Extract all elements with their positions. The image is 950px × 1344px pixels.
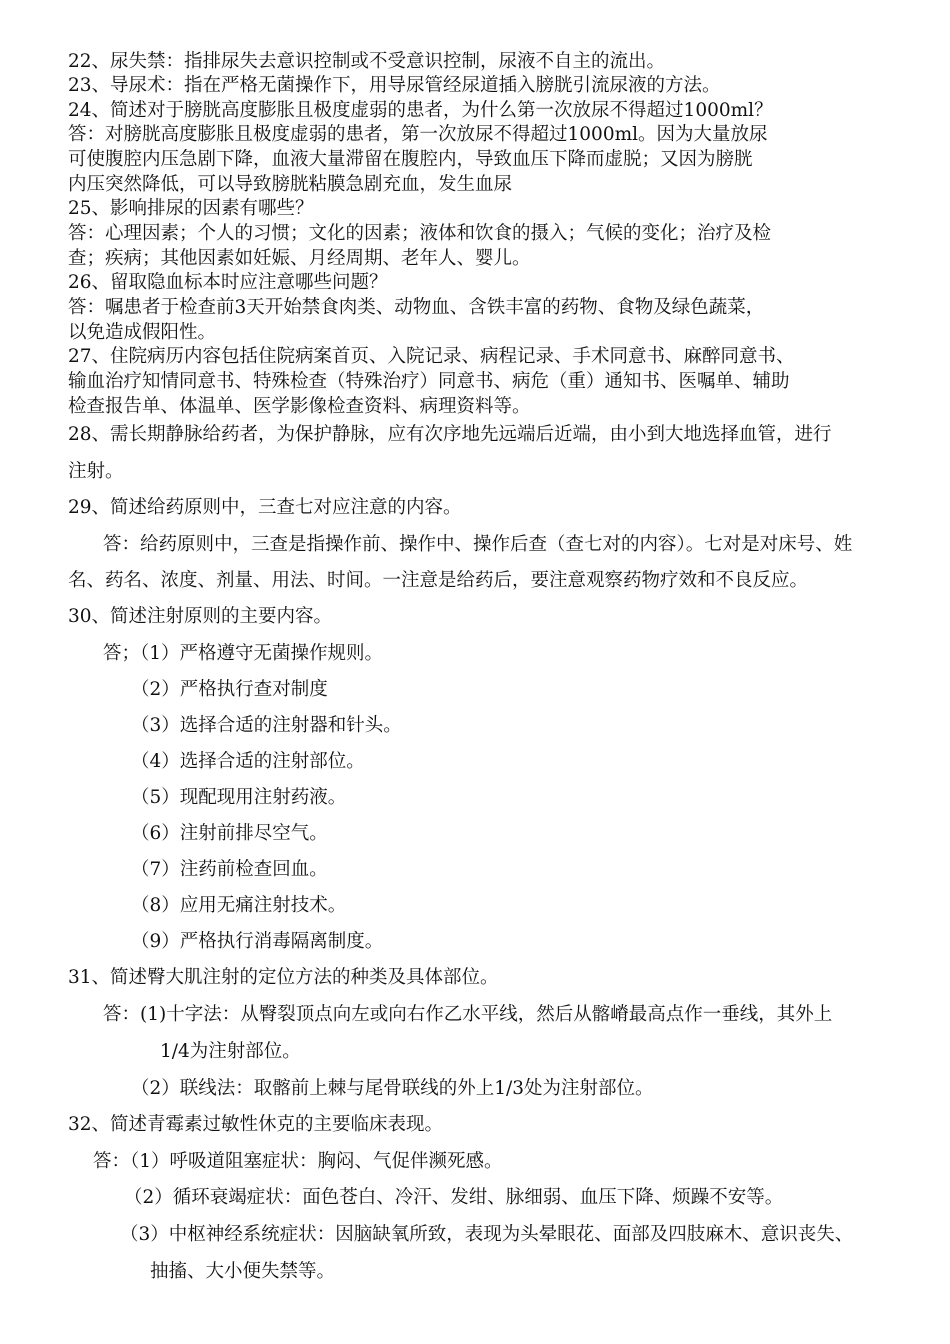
text-line: 1/4为注射部位。 (160, 1041, 301, 1062)
text-line: 以免造成假阳性。 (68, 322, 217, 343)
text-line: 答：心理因素；个人的习惯；文化的因素；液体和饮食的摄入；气候的变化；治疗及检 (68, 223, 772, 244)
text-line: 26、留取隐血标本时应注意哪些问题？ (68, 272, 388, 293)
text-line: 24、简述对于膀胱高度膨胀且极度虚弱的患者，为什么第一次放尿不得超过1000ml？ (68, 100, 773, 121)
text-line: （3）中枢神经系统症状：因脑缺氧所致，表现为头晕眼花、面部及四肢麻木、意识丧失、 (120, 1224, 854, 1245)
text-line: 25、影响排尿的因素有哪些？ (68, 198, 314, 219)
text-line: 名、药名、浓度、剂量、用法、时间。一注意是给药后，要注意观察药物疗效和不良反应。 (68, 570, 809, 591)
text-line: 查；疾病；其他因素如妊娠、月经周期、老年人、婴儿。 (68, 248, 531, 269)
text-line: 30、简述注射原则的主要内容。 (68, 606, 333, 627)
text-line: （8）应用无痛注射技术。 (131, 895, 347, 916)
text-line: 答；（1）严格遵守无菌操作规则。 (103, 643, 384, 664)
text-line: （4）选择合适的注射部位。 (131, 751, 365, 772)
text-line: 答：嘱患者于检查前3天开始禁食肉类、动物血、含铁丰富的药物、食物及绿色蔬菜， (68, 297, 765, 318)
text-line: 答：（1）呼吸道阻塞症状：胸闷、气促伴濒死感。 (93, 1151, 503, 1172)
text-line: （6）注射前排尽空气。 (131, 823, 328, 844)
text-line: （7）注药前检查回血。 (131, 859, 328, 880)
text-line: 答：对膀胱高度膨胀且极度虚弱的患者，第一次放尿不得超过1000ml。因为大量放尿 (68, 124, 768, 145)
text-line: （2）联线法：取髂前上棘与尾骨联线的外上1/3处为注射部位。 (131, 1078, 654, 1099)
text-line: 输血治疗知情同意书、特殊检查（特殊治疗）同意书、病危（重）通知书、医嘱单、辅助 (68, 371, 790, 392)
text-line: （3）选择合适的注射器和针头。 (131, 715, 402, 736)
text-line: 22、尿失禁：指排尿失去意识控制或不受意识控制，尿液不自主的流出。 (68, 51, 666, 72)
text-line: 32、简述青霉素过敏性休克的主要临床表现。 (68, 1114, 444, 1135)
text-line: 答：(1)十字法：从臀裂顶点向左或向右作乙水平线，然后从髂嵴最高点作一垂线，其外上 (103, 1004, 833, 1025)
text-line: （9）严格执行消毒隔离制度。 (131, 931, 384, 952)
text-line: 29、简述给药原则中，三查七对应注意的内容。 (68, 497, 462, 518)
text-line: 31、简述臀大肌注射的定位方法的种类及具体部位。 (68, 967, 499, 988)
text-line: 内压突然降低，可以导致膀胱粘膜急剧充血，发生血尿 (68, 174, 513, 195)
text-line: 抽搐、大小便失禁等。 (150, 1261, 336, 1282)
text-line: 23、导尿术：指在严格无菌操作下，用导尿管经尿道插入膀胱引流尿液的方法。 (68, 75, 721, 96)
text-line: 28、需长期静脉给药者，为保护静脉，应有次序地先远端后近端，由小到大地选择血管，进行 (68, 424, 832, 445)
text-line: 注射。 (68, 461, 124, 482)
text-line: （2）循环衰竭症状：面色苍白、冷汗、发绀、脉细弱、血压下降、烦躁不安等。 (124, 1187, 784, 1208)
text-line: 可使腹腔内压急剧下降，血液大量滞留在腹腔内，导致血压下降而虚脱；又因为膀胱 (68, 149, 753, 170)
text-line: 检查报告单、体温单、医学影像检查资料、病理资料等。 (68, 396, 531, 417)
text-line: （2）严格执行查对制度 (131, 679, 328, 700)
text-line: 答：给药原则中，三查是指操作前、操作中、操作后查（查七对的内容）。七对是对床号、姓 (103, 534, 853, 555)
text-line: （5）现配现用注射药液。 (131, 787, 347, 808)
text-line: 27、住院病历内容包括住院病案首页、入院记录、病程记录、手术同意书、麻醉同意书、 (68, 346, 795, 367)
